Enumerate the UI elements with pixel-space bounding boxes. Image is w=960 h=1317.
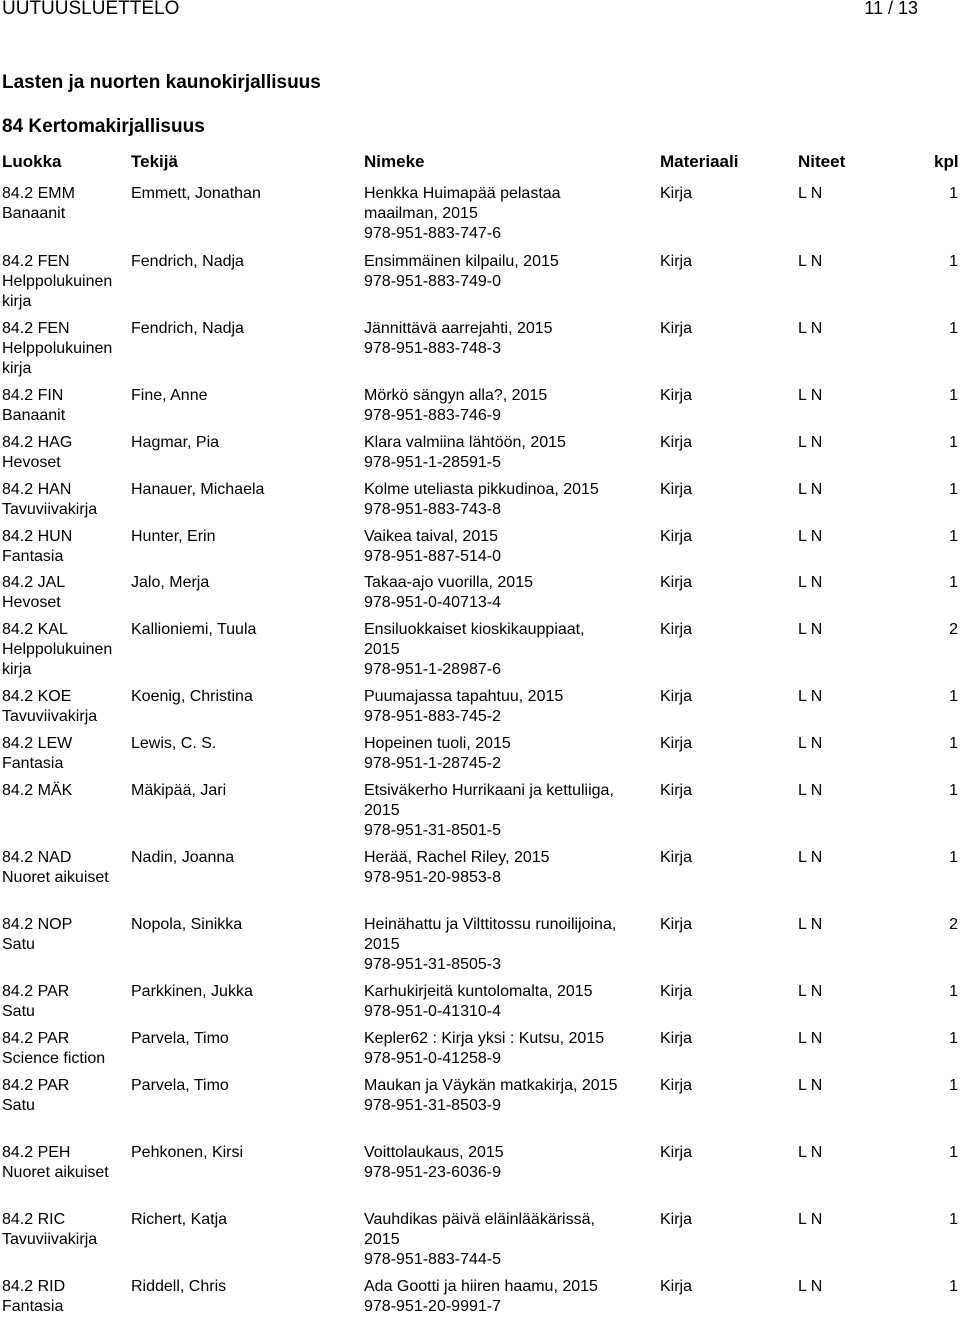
material: Kirja [660,1278,693,1295]
title [364,915,616,975]
author: Lewis, C. S. [131,735,217,752]
classification-line: 84.2 PAR [2,1077,70,1094]
title-line: Etsiväkerho Hurrikaani ja kettuliiga, [364,782,614,799]
author: Jalo, Merja [131,574,210,591]
copies-location: L N [798,528,823,545]
copy-count: 1 [949,782,958,799]
title-line: Vauhdikas päivä eläinlääkärissä, [364,1211,595,1228]
classification-line: 84.2 FEN [2,253,70,270]
subsection-heading: 84 Kertomakirjallisuus [2,116,205,137]
material: Kirja [660,528,693,545]
author: Nopola, Sinikka [131,916,243,933]
title-line: 978-951-1-28987-6 [364,661,501,678]
copies-location: L N [798,1144,823,1161]
classification-line: Hevoset [2,594,61,611]
title [364,573,533,613]
copy-count: 1 [949,983,958,1000]
classification-line: 84.2 JAL [2,574,66,591]
copy-count: 1 [949,320,958,337]
material: Kirja [660,983,693,1000]
material: Kirja [660,1144,693,1161]
material: Kirja [660,1211,693,1228]
author: Kallioniemi, Tuula [131,621,257,638]
author: Nadin, Joanna [131,849,235,866]
title-line: Hopeinen tuoli, 2015 [364,735,511,752]
title [364,1076,617,1116]
classification-line: kirja [2,293,32,310]
author: Fendrich, Nadja [131,320,244,337]
author: Riddell, Chris [131,1278,227,1295]
copies-location: L N [798,253,823,270]
copies-location: L N [798,916,823,933]
material: Kirja [660,735,693,752]
classification [2,982,69,1022]
title-line: 978-951-1-28591-5 [364,454,501,471]
classification-line: 84.2 NOP [2,916,73,933]
title-line: Karhukirjeitä kuntolomalta, 2015 [364,983,593,1000]
col-header-tekija: Tekijä [131,152,178,171]
copies-location: L N [798,387,823,404]
classification [2,433,72,473]
copies-location: L N [798,1211,823,1228]
copy-count: 2 [949,916,958,933]
copies-location: L N [798,782,823,799]
title [364,734,511,774]
classification-line: Hevoset [2,454,61,471]
material: Kirja [660,253,693,270]
title-line: Ada Gootti ja hiiren haamu, 2015 [364,1278,598,1295]
title-line: 978-951-883-743-8 [364,501,501,518]
classification-line: 84.2 KAL [2,621,68,638]
title-line: Maukan ja Väykän matkakirja, 2015 [364,1077,618,1094]
classification-line: Nuoret aikuiset [2,1164,109,1181]
classification-line: kirja [2,360,32,377]
title-line: 978-951-887-514-0 [364,548,501,565]
title-line: Mörkö sängyn alla?, 2015 [364,387,548,404]
title-line: 978-951-31-8503-9 [364,1097,501,1114]
classification-line: 84.2 KOE [2,688,72,705]
classification-line: 84.2 HUN [2,528,73,545]
copies-location: L N [798,320,823,337]
copy-count: 1 [949,1030,958,1047]
author: Fendrich, Nadja [131,253,244,270]
material: Kirja [660,434,693,451]
classification-line: 84.2 FIN [2,387,64,404]
classification-line: Satu [2,936,35,953]
title [364,848,550,888]
col-header-niteet: Niteet [798,152,846,171]
title [364,1143,504,1183]
copies-location: L N [798,688,823,705]
classification-line: Nuoret aikuiset [2,869,109,886]
title-line: Puumajassa tapahtuu, 2015 [364,688,564,705]
author: Mäkipää, Jari [131,782,227,799]
material: Kirja [660,688,693,705]
title-line: 2015 [364,641,400,658]
title [364,319,553,359]
copies-location: L N [798,434,823,451]
copy-count: 1 [949,688,958,705]
title-line: Henkka Huimapää pelastaa [364,185,561,202]
classification-line: kirja [2,661,32,678]
copy-count: 1 [949,1211,958,1228]
document-title: UUTUUSLUETTELO [2,0,180,19]
classification-line: 84.2 PEH [2,1144,71,1161]
material: Kirja [660,1030,693,1047]
classification [2,573,65,613]
col-header-nimeke: Nimeke [364,152,425,171]
author: Hunter, Erin [131,528,216,545]
title-line: 2015 [364,1231,400,1248]
author: Hanauer, Michaela [131,481,265,498]
title-line: Kepler62 : Kirja yksi : Kutsu, 2015 [364,1030,605,1047]
copy-count: 1 [949,387,958,404]
classification [2,1076,69,1116]
copy-count: 1 [949,849,958,866]
title [364,386,547,426]
copy-count: 1 [949,253,958,270]
title-line: maailman, 2015 [364,205,478,222]
title-line: 978-951-883-747-6 [364,225,501,242]
title-line: Vaikea taival, 2015 [364,528,499,545]
title [364,620,585,680]
author: Parvela, Timo [131,1030,229,1047]
classification-line: Tavuviivakirja [2,1231,98,1248]
page-number: 11 / 13 [864,0,918,18]
title [364,781,614,841]
classification [2,848,109,888]
author: Parvela, Timo [131,1077,229,1094]
material: Kirja [660,320,693,337]
copy-count: 2 [949,621,958,638]
title-line: 2015 [364,802,400,819]
title-line: 978-951-883-746-9 [364,407,501,424]
classification-line: Fantasia [2,755,64,772]
classification-line: Satu [2,1003,35,1020]
copy-count: 1 [949,528,958,545]
author: Hagmar, Pia [131,434,220,451]
classification-line: 84.2 HAN [2,481,72,498]
classification-line: 84.2 NAD [2,849,72,866]
title-line: 978-951-20-9991-7 [364,1298,501,1315]
title-line: 978-951-1-28745-2 [364,755,501,772]
copies-location: L N [798,849,823,866]
copies-location: L N [798,1077,823,1094]
classification [2,184,75,224]
col-header-luokka: Luokka [2,152,62,171]
title-line: 978-951-31-8505-3 [364,956,501,973]
material: Kirja [660,916,693,933]
title-line: Ensimmäinen kilpailu, 2015 [364,253,559,270]
classification-line: Fantasia [2,1298,64,1315]
classification-line: Tavuviivakirja [2,501,98,518]
author: Pehkonen, Kirsi [131,1144,244,1161]
title [364,252,559,292]
title-line: Kolme uteliasta pikkudinoa, 2015 [364,481,599,498]
material: Kirja [660,621,693,638]
classification [2,319,112,379]
title-line: 978-951-0-41258-9 [364,1050,501,1067]
title-line: Herää, Rachel Riley, 2015 [364,849,550,866]
classification [2,527,72,567]
author: Parkkinen, Jukka [131,983,253,1000]
classification [2,734,72,774]
title-line: 978-951-883-749-0 [364,273,501,290]
copies-location: L N [798,1030,823,1047]
material: Kirja [660,782,693,799]
col-header-kpl: kpl [934,152,959,171]
title-line: 978-951-883-745-2 [364,708,501,725]
copy-count: 1 [949,1077,958,1094]
classification-line: 84.2 HAG [2,434,73,451]
title [364,687,563,727]
classification-line: Helppolukuinen [2,641,113,658]
author: Fine, Anne [131,387,208,404]
classification [2,386,65,426]
classification-line: 84.2 RID [2,1278,66,1295]
material: Kirja [660,574,693,591]
copies-location: L N [798,185,823,202]
classification [2,480,97,520]
copy-count: 1 [949,735,958,752]
title-line: 978-951-20-9853-8 [364,869,501,886]
copies-location: L N [798,481,823,498]
classification-line: Banaanit [2,205,66,222]
classification-line: Helppolukuinen [2,340,113,357]
title-line: Jännittävä aarrejahti, 2015 [364,320,553,337]
material: Kirja [660,1077,693,1094]
classification-line: 84.2 PAR [2,1030,70,1047]
title-line: 978-951-883-744-5 [364,1251,501,1268]
material: Kirja [660,185,693,202]
copies-location: L N [798,621,823,638]
title-line: Takaa-ajo vuorilla, 2015 [364,574,533,591]
section-heading: Lasten ja nuorten kaunokirjallisuus [2,72,321,93]
classification-line: 84.2 PAR [2,983,70,1000]
title [364,433,566,473]
classification-line: 84.2 EMM [2,185,75,202]
copy-count: 1 [949,434,958,451]
title-line: Voittolaukaus, 2015 [364,1144,504,1161]
material: Kirja [660,849,693,866]
classification [2,252,112,312]
title [364,527,501,567]
classification [2,1277,65,1317]
title-line: Ensiluokkaiset kioskikauppiaat, [364,621,585,638]
copy-count: 1 [949,481,958,498]
title [364,184,561,244]
classification [2,1029,105,1069]
material: Kirja [660,387,693,404]
title-line: 2015 [364,936,400,953]
title [364,1277,598,1317]
classification [2,620,112,680]
title [364,982,593,1022]
classification-line: 84.2 RIC [2,1211,66,1228]
copy-count: 1 [949,1144,958,1161]
author: Koenig, Christina [131,688,253,705]
title-line: 978-951-883-748-3 [364,340,501,357]
title [364,1210,595,1270]
author: Richert, Katja [131,1211,228,1228]
classification [2,1143,109,1183]
copy-count: 1 [949,574,958,591]
classification-line: 84.2 MÄK [2,782,73,799]
material: Kirja [660,481,693,498]
copies-location: L N [798,735,823,752]
copy-count: 1 [949,185,958,202]
title [364,480,599,520]
classification [2,687,97,727]
classification-line: Tavuviivakirja [2,708,98,725]
classification [2,1210,97,1250]
title-line: 978-951-0-40713-4 [364,594,501,611]
title-line: 978-951-23-6036-9 [364,1164,501,1181]
classification-line: Satu [2,1097,35,1114]
classification-line: 84.2 FEN [2,320,70,337]
title-line: Klara valmiina lähtöön, 2015 [364,434,566,451]
copies-location: L N [798,983,823,1000]
col-header-materiaali: Materiaali [660,152,739,171]
classification [2,915,72,955]
title [364,1029,604,1069]
copies-location: L N [798,574,823,591]
title-line: 978-951-31-8501-5 [364,822,501,839]
classification [2,781,72,801]
classification-line: Science fiction [2,1050,106,1067]
classification-line: Fantasia [2,548,64,565]
title-line: Heinähattu ja Vilttitossu runoilijoina, [364,916,617,933]
author: Emmett, Jonathan [131,185,261,202]
classification-line: Banaanit [2,407,66,424]
classification-line: 84.2 LEW [2,735,73,752]
copies-location: L N [798,1278,823,1295]
classification-line: Helppolukuinen [2,273,113,290]
copy-count: 1 [949,1278,958,1295]
title-line: 978-951-0-41310-4 [364,1003,501,1020]
